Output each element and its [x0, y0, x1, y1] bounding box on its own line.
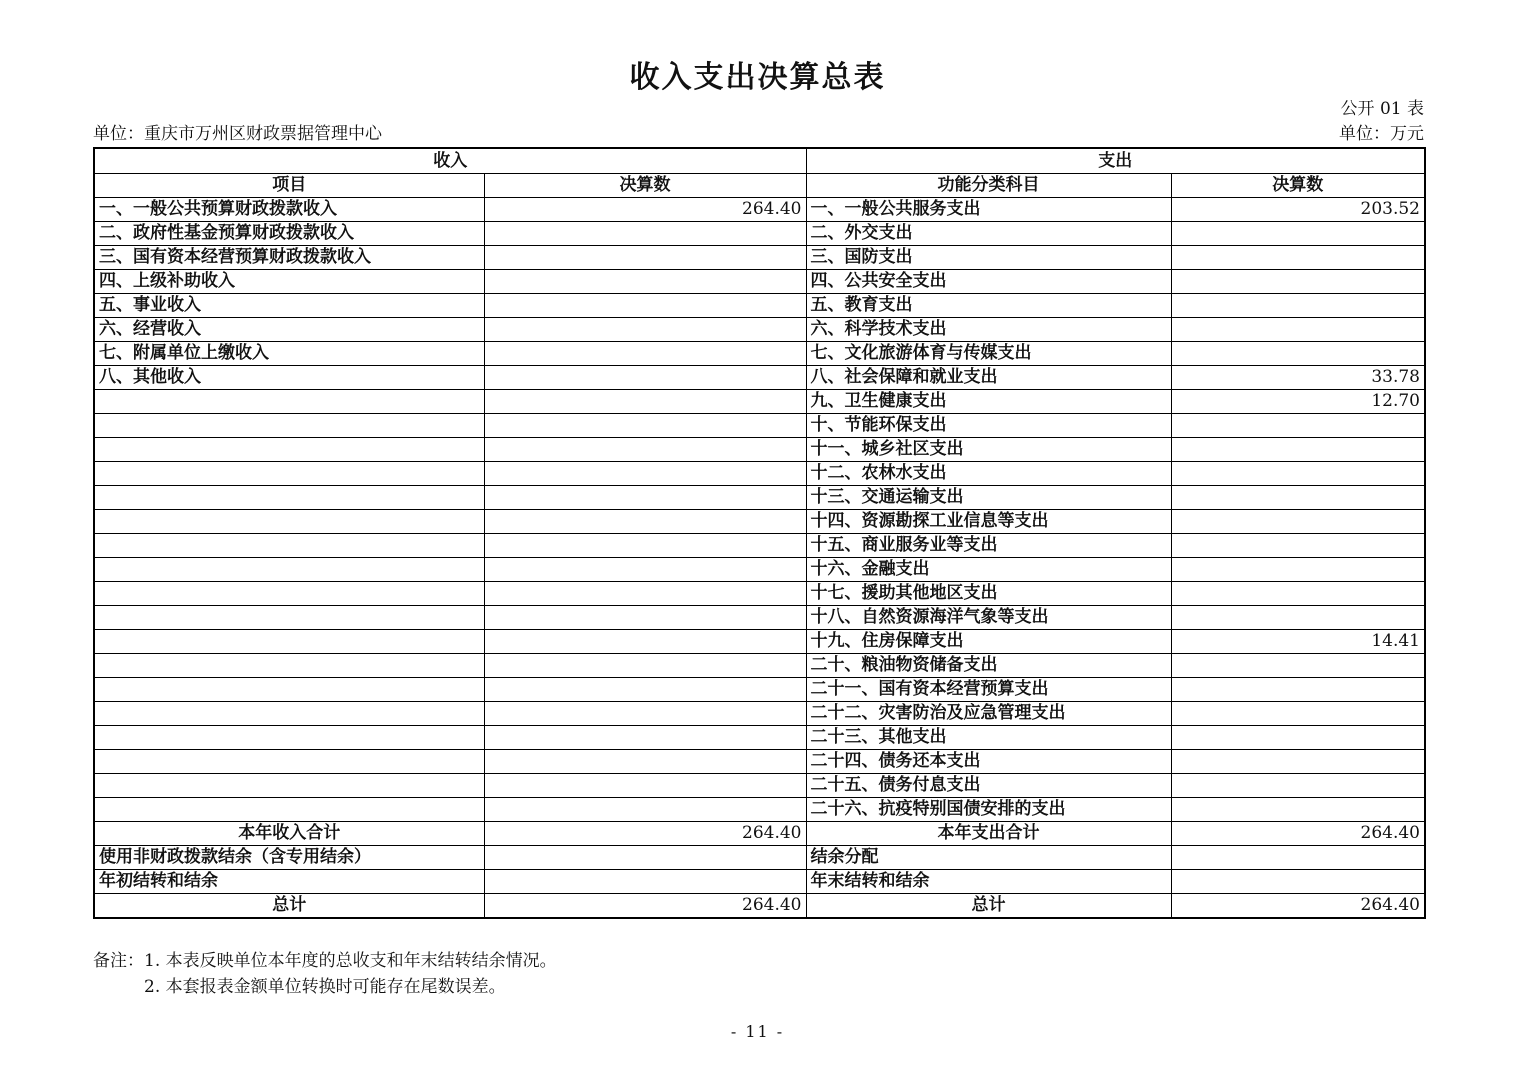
expense-row-label: 一、一般公共服务支出: [806, 198, 1171, 222]
expense-row-label: 十三、交通运输支出: [806, 486, 1171, 510]
table-row: [94, 462, 1425, 486]
income-expense-table: [93, 147, 1426, 919]
income-row-value: [484, 726, 806, 750]
expense-row-label: 六、科学技术支出: [806, 318, 1171, 342]
expense-row-label: 二十四、债务还本支出: [806, 750, 1171, 774]
expense-row-value: [1171, 798, 1425, 822]
income-row-label: [94, 678, 484, 702]
expense-row-value: [1171, 534, 1425, 558]
note-line-2: 2. 本套报表金额单位转换时可能存在尾数误差。: [144, 977, 506, 997]
expense-section-header: 支出: [806, 148, 1425, 174]
income-row-value: [484, 750, 806, 774]
expense-row-label: 总计: [806, 894, 1171, 919]
expense-row-label: 十九、住房保障支出: [806, 630, 1171, 654]
expense-row-value: [1171, 558, 1425, 582]
expense-row-label: 结余分配: [806, 846, 1171, 870]
table-row: [94, 318, 1425, 342]
income-row-label: [94, 798, 484, 822]
expense-row-label: 十四、资源勘探工业信息等支出: [806, 510, 1171, 534]
income-row-label: 三、国有资本经营预算财政拨款收入: [94, 246, 484, 270]
income-row-label: [94, 558, 484, 582]
expense-row-value: [1171, 870, 1425, 894]
expense-row-label: 十一、城乡社区支出: [806, 438, 1171, 462]
expense-row-value: [1171, 774, 1425, 798]
income-row-value: [484, 318, 806, 342]
notes-label: 备注：: [93, 951, 144, 971]
table-row: [94, 798, 1425, 822]
income-row-value: [484, 558, 806, 582]
table-row: [94, 510, 1425, 534]
table-row: [94, 582, 1425, 606]
notes-block: [93, 948, 557, 1000]
table-row: [94, 750, 1425, 774]
table-row: [94, 534, 1425, 558]
table-row: [94, 558, 1425, 582]
expense-row-value: [1171, 270, 1425, 294]
expense-row-value: 264.40: [1171, 894, 1425, 919]
income-row-value: [484, 390, 806, 414]
income-row-value: [484, 414, 806, 438]
table-row: [94, 846, 1425, 870]
expense-row-label: 七、文化旅游体育与传媒支出: [806, 342, 1171, 366]
income-row-value: [484, 606, 806, 630]
expense-row-value: [1171, 726, 1425, 750]
table-row: [94, 390, 1425, 414]
income-row-value: [484, 246, 806, 270]
table-row: [94, 222, 1425, 246]
expense-row-value: [1171, 678, 1425, 702]
income-row-value: [484, 678, 806, 702]
expense-row-value: 264.40: [1171, 822, 1425, 846]
income-row-label: [94, 630, 484, 654]
table-row: [94, 822, 1425, 846]
income-row-value: [484, 342, 806, 366]
income-row-label: [94, 702, 484, 726]
income-row-value: [484, 366, 806, 390]
expense-row-value: [1171, 438, 1425, 462]
income-row-label: [94, 726, 484, 750]
income-row-value: [484, 798, 806, 822]
expense-row-value: [1171, 318, 1425, 342]
expense-row-value: [1171, 222, 1425, 246]
section-header-row: [94, 148, 1425, 174]
income-row-value: [484, 846, 806, 870]
expense-row-value: 33.78: [1171, 366, 1425, 390]
expense-row-label: 二十、粮油物资储备支出: [806, 654, 1171, 678]
income-row-value: 264.40: [484, 198, 806, 222]
expense-row-label: 九、卫生健康支出: [806, 390, 1171, 414]
expense-row-label: 十八、自然资源海洋气象等支出: [806, 606, 1171, 630]
expense-row-value: 14.41: [1171, 630, 1425, 654]
income-row-value: [484, 462, 806, 486]
expense-row-value: [1171, 510, 1425, 534]
income-row-label: 四、上级补助收入: [94, 270, 484, 294]
expense-row-label: 二、外交支出: [806, 222, 1171, 246]
income-row-value: [484, 438, 806, 462]
income-row-value: [484, 702, 806, 726]
income-row-label: [94, 774, 484, 798]
table-row: [94, 606, 1425, 630]
income-row-value: [484, 654, 806, 678]
income-row-label: 本年收入合计: [94, 822, 484, 846]
table-row: [94, 870, 1425, 894]
page-title: 收入支出决算总表: [629, 60, 886, 95]
expense-row-value: [1171, 702, 1425, 726]
income-row-label: [94, 606, 484, 630]
income-row-value: [484, 582, 806, 606]
table-row: [94, 342, 1425, 366]
expense-row-value: [1171, 750, 1425, 774]
expense-row-label: 十六、金融支出: [806, 558, 1171, 582]
expense-row-value: 203.52: [1171, 198, 1425, 222]
income-row-label: 一、一般公共预算财政拨款收入: [94, 198, 484, 222]
table-row: [94, 678, 1425, 702]
column-header-final-amount: 决算数: [484, 174, 806, 198]
income-row-label: [94, 414, 484, 438]
income-row-value: [484, 630, 806, 654]
income-row-value: [484, 222, 806, 246]
income-row-value: [484, 534, 806, 558]
expense-row-label: 二十一、国有资本经营预算支出: [806, 678, 1171, 702]
expense-row-label: 二十二、灾害防治及应急管理支出: [806, 702, 1171, 726]
income-row-label: [94, 486, 484, 510]
table-row: [94, 654, 1425, 678]
income-row-label: 七、附属单位上缴收入: [94, 342, 484, 366]
expense-row-label: 年末结转和结余: [806, 870, 1171, 894]
expense-row-label: 五、教育支出: [806, 294, 1171, 318]
income-section-header: 收入: [94, 148, 806, 174]
expense-row-label: 十七、援助其他地区支出: [806, 582, 1171, 606]
income-row-value: [484, 294, 806, 318]
table-row: [94, 414, 1425, 438]
table-body: [94, 198, 1425, 919]
expense-row-value: [1171, 246, 1425, 270]
table-row: [94, 774, 1425, 798]
expense-row-label: 十二、农林水支出: [806, 462, 1171, 486]
expense-row-value: [1171, 342, 1425, 366]
expense-row-label: 本年支出合计: [806, 822, 1171, 846]
expense-row-label: 二十五、债务付息支出: [806, 774, 1171, 798]
income-row-label: 总计: [94, 894, 484, 919]
income-row-value: [484, 486, 806, 510]
income-row-label: 使用非财政拨款结余（含专用结余）: [94, 846, 484, 870]
income-row-label: 六、经营收入: [94, 318, 484, 342]
income-row-value: [484, 510, 806, 534]
expense-row-value: [1171, 414, 1425, 438]
table-row: [94, 366, 1425, 390]
column-header-function-category: 功能分类科目: [806, 174, 1171, 198]
table-row: [94, 894, 1425, 919]
note-line-1: 1. 本表反映单位本年度的总收支和年末结转结余情况。: [144, 951, 557, 971]
notes-lines: [144, 948, 557, 1000]
income-row-value: [484, 774, 806, 798]
table-row: [94, 198, 1425, 222]
expense-row-value: [1171, 846, 1425, 870]
income-row-label: [94, 462, 484, 486]
income-row-label: [94, 750, 484, 774]
table-row: [94, 630, 1425, 654]
expense-row-label: 十五、商业服务业等支出: [806, 534, 1171, 558]
expense-row-value: [1171, 654, 1425, 678]
table-row: [94, 486, 1425, 510]
income-row-label: 八、其他收入: [94, 366, 484, 390]
expense-row-label: 四、公共安全支出: [806, 270, 1171, 294]
page-number: - 11 -: [730, 1022, 785, 1041]
expense-row-label: 八、社会保障和就业支出: [806, 366, 1171, 390]
expense-row-label: 十、节能环保支出: [806, 414, 1171, 438]
income-row-value: 264.40: [484, 822, 806, 846]
expense-row-label: 二十六、抗疫特别国债安排的支出: [806, 798, 1171, 822]
expense-row-value: 12.70: [1171, 390, 1425, 414]
table-row: [94, 294, 1425, 318]
table-row: [94, 726, 1425, 750]
unit-name-label: 单位：重庆市万州区财政票据管理中心: [93, 124, 382, 144]
income-row-label: [94, 510, 484, 534]
income-row-label: 年初结转和结余: [94, 870, 484, 894]
expense-row-label: 二十三、其他支出: [806, 726, 1171, 750]
expense-row-value: [1171, 606, 1425, 630]
income-row-label: [94, 582, 484, 606]
income-row-label: [94, 390, 484, 414]
expense-row-value: [1171, 486, 1425, 510]
income-row-value: [484, 870, 806, 894]
table-row: [94, 246, 1425, 270]
income-row-label: 五、事业收入: [94, 294, 484, 318]
table-row: [94, 270, 1425, 294]
column-header-row: [94, 174, 1425, 198]
table-row: [94, 438, 1425, 462]
expense-row-label: 三、国防支出: [806, 246, 1171, 270]
expense-row-value: [1171, 462, 1425, 486]
income-row-label: 二、政府性基金预算财政拨款收入: [94, 222, 484, 246]
expense-row-value: [1171, 582, 1425, 606]
income-row-label: [94, 654, 484, 678]
unit-money-label: 单位：万元: [1339, 124, 1424, 144]
table-row: [94, 702, 1425, 726]
column-header-final-amount: 决算数: [1171, 174, 1425, 198]
table-code-label: 公开 01 表: [1340, 99, 1424, 119]
income-row-label: [94, 534, 484, 558]
budget-table: [93, 147, 1424, 919]
column-header-item: 项目: [94, 174, 484, 198]
income-row-value: 264.40: [484, 894, 806, 919]
income-row-label: [94, 438, 484, 462]
income-row-value: [484, 270, 806, 294]
expense-row-value: [1171, 294, 1425, 318]
